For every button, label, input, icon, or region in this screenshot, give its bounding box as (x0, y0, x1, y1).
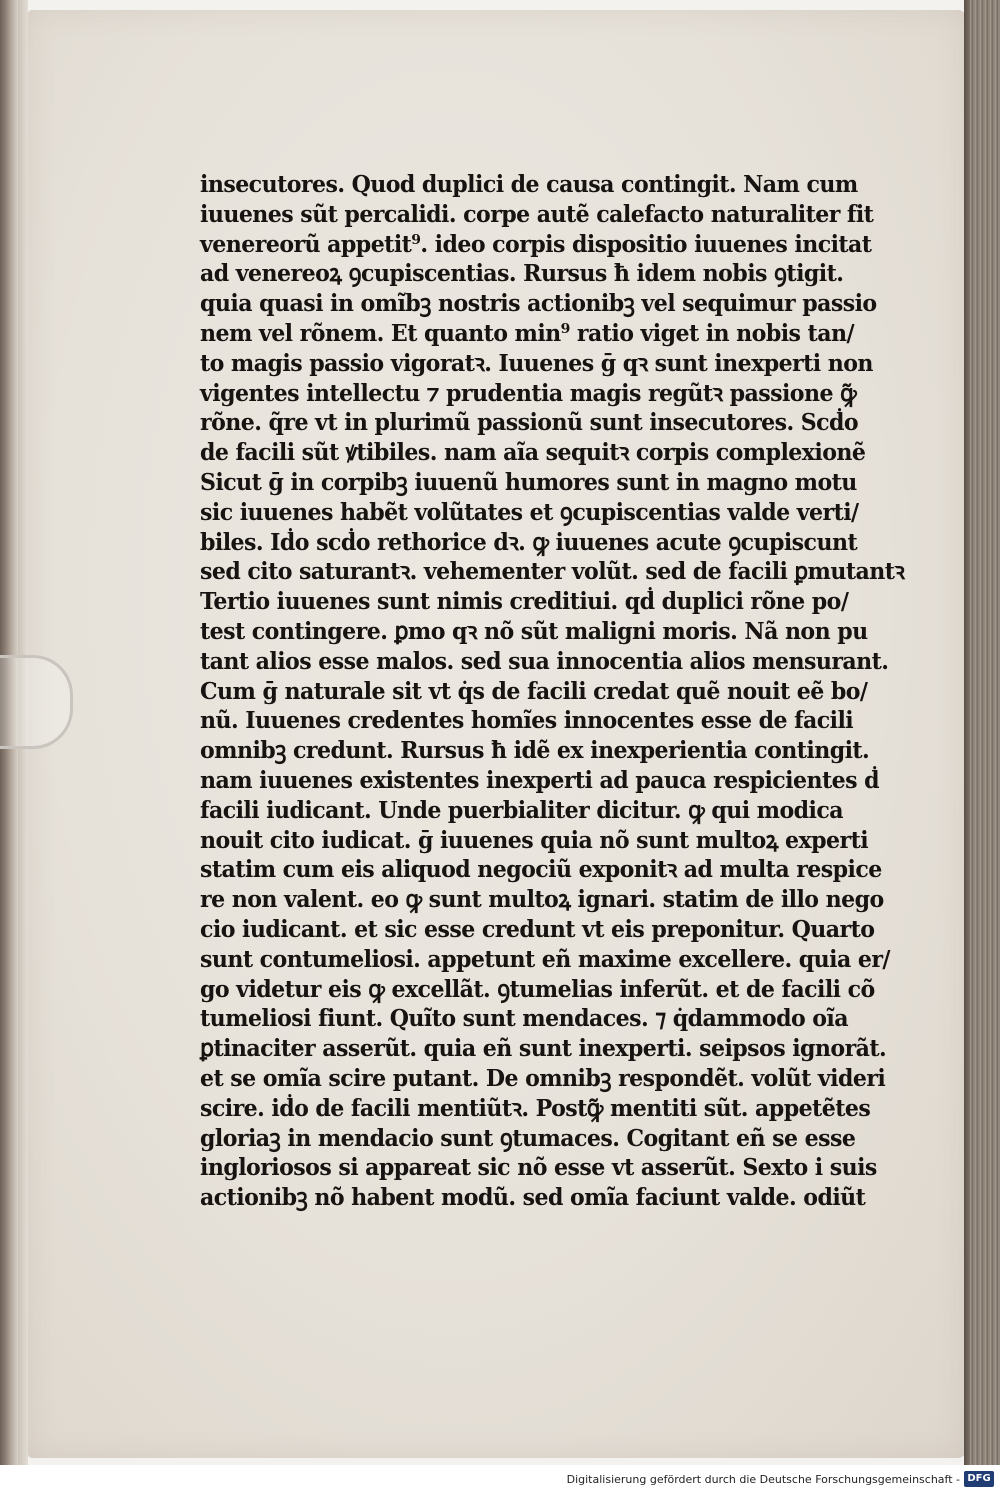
text-line: ꝑtinaciter asserũt. quia eñ sunt inexperti. seipsos ignorãt. (200, 1034, 887, 1063)
text-line: sed cito saturantꝛ. vehementer volũt. sed de facili ꝑmutantꝛ (200, 557, 905, 586)
text-line: venereorũ appetit⁹. ideo corpis dispositio iuuenes incitat (200, 229, 872, 258)
text-line: iuuenes sũt percalidi. corpe autẽ calefacto naturaliter fit (200, 199, 874, 228)
footer-credit: Digitalisierung gefördert durch die Deutsche Forschungsgemeinschaft - (566, 1473, 960, 1486)
text-block (200, 170, 905, 1213)
text-line: tumeliosi fiunt. Quĩto sunt mendaces. ⁊ q̇dammodo oĩa (200, 1004, 849, 1033)
text-line: sic iuuenes habẽt volũtates et ꝯcupiscentias valde verti/ (200, 497, 859, 526)
text-line: vigentes intellectu ⁊ prudentia magis regũtꝛ passione ꝙ̃ (200, 378, 857, 407)
text-line: sunt contumeliosi. appetunt eñ maxime excellere. quia er/ (200, 944, 890, 973)
text-line: test contingere. ꝑmo qꝛ nõ sũt maligni moris. Nã non pu (200, 616, 868, 645)
text-line: quia quasi in omĩbꝫ nostris actionibꝫ vel sequimur passio (200, 289, 877, 318)
text-line: omnibꝫ credunt. Rursus ħ idẽ ex inexperientia contingit. (200, 736, 870, 765)
text-line: facili iudicant. Unde puerbialiter dicitur. ꝙ qui modica (200, 795, 844, 824)
text-line: ingloriosos si appareat sic nõ esse vt asserũt. Sexto i suis (200, 1153, 877, 1182)
text-line: nam iuuenes existentes inexperti ad pauca respicientes ḋ (200, 765, 880, 794)
text-line: Tertio iuuenes sunt nimis creditiui. qḋ duplici rõne po/ (200, 587, 849, 616)
text-line: Cum ḡ naturale sit vt q̇s de facili credat quẽ nouit eẽ bo/ (200, 676, 868, 705)
text-line: to magis passio vigoratꝛ. Iuuenes ḡ qꝛ sunt inexperti non (200, 348, 873, 377)
text-line: scire. iḋo de facili mentiũtꝛ. Postꝙ̃ mentiti sũt. appetẽtes (200, 1093, 871, 1122)
text-line: rõne. q̃re vt in plurimũ passionũ sunt insecutores. Scḋo (200, 408, 859, 437)
footer-bar (0, 1465, 1000, 1495)
text-line: nem vel rõnem. Et quanto min⁹ ratio viget in nobis tan/ (200, 318, 854, 347)
text-line: gloriaꝫ in mendacio sunt ꝯtumaces. Cogitant eñ se esse (200, 1123, 856, 1152)
text-line: ad venereoꝝ ꝯcupiscentias. Rursus ħ idem nobis ꝯtigit. (200, 259, 844, 288)
text-line: go videtur eis ꝙ excellãt. ꝯtumelias inferũt. et de facili cõ (200, 974, 875, 1003)
book-fore-edge (964, 0, 1000, 1465)
text-line: tant alios esse malos. sed sua innocentia alios mensurant. (200, 646, 889, 675)
text-line: cio iudicant. et sic esse credunt vt eis preponitur. Quarto (200, 914, 875, 943)
page-clip (0, 655, 73, 749)
dfg-logo: DFG (964, 1471, 994, 1487)
text-line: biles. Iḋo scḋo rethorice dꝛ. ꝙ iuuenes acute ꝯcupiscunt (200, 527, 858, 556)
text-line: actionibꝫ nõ habent modũ. sed omĩa faciunt valde. odiũt (200, 1183, 866, 1212)
text-line: statim cum eis aliquod negociũ exponitꝛ ad multa respice (200, 855, 882, 884)
text-line: nũ. Iuuenes credentes homĩes innocentes esse de facili (200, 706, 854, 735)
text-line: nouit cito iudicat. ḡ iuuenes quia nõ sunt multoꝝ experti (200, 825, 869, 854)
text-line: de facili sũt ꝟtibiles. nam aĩa sequitꝛ corpis complexionẽ (200, 438, 866, 467)
text-line: re non valent. eo ꝙ sunt multoꝝ ignari. statim de illo nego (200, 885, 884, 914)
text-line: Sicut ḡ in corpibꝫ iuuenũ humores sunt in magno motu (200, 467, 857, 496)
text-line: et se omĩa scire putant. De omnibꝫ respondẽt. volũt videri (200, 1063, 886, 1092)
text-line: insecutores. Quod duplici de causa contingit. Nam cum (200, 170, 858, 198)
